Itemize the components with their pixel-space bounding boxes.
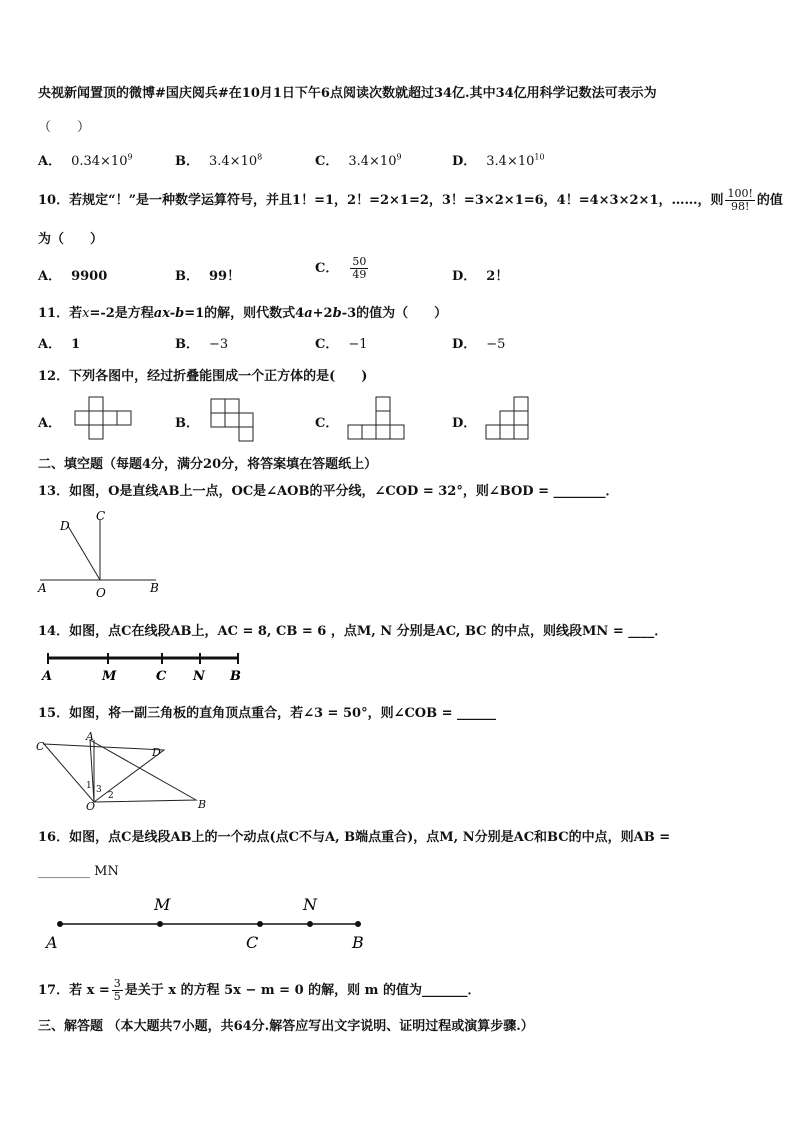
- q15-angle-1: 1: [86, 781, 92, 791]
- section-2-title: 二、填空题（每题4分，满分20分，将答案填在答题纸上）: [38, 457, 378, 472]
- q16-label-n: N: [303, 895, 317, 914]
- q10-option-a: A． 9900: [38, 269, 108, 284]
- q16-label-a: A: [46, 933, 58, 952]
- q16-figure: [40, 892, 380, 954]
- q15-label-d: D: [152, 746, 161, 759]
- q15-label-o: O: [86, 800, 96, 813]
- q15-label-c: C: [36, 740, 45, 753]
- cube-net-c: [347, 396, 409, 441]
- q14-stem: 14．如图，点C在线段AB上，AC = 8, CB = 6 ，点M, N 分别是AC, BC 的中点，则线段MN = ____．: [38, 624, 668, 639]
- q9-paren: （ ）: [38, 120, 91, 135]
- q11-option-c: C． −1: [315, 337, 368, 352]
- q15-label-b: B: [198, 798, 207, 811]
- q13-label-d: D: [60, 519, 70, 533]
- cube-net-a: [74, 396, 134, 441]
- q16-stem: 16．如图，点C是线段AB上的一个动点(点C不与A, B端点重合)，点M, N分别是AC和BC的中点，则AB =: [38, 830, 671, 845]
- q14-label-b: B: [230, 669, 241, 684]
- q13-stem: 13．如图，O是直线AB上一点，OC是∠AOB的平分线，∠COD = 32°，则∠BOD = ________．: [38, 484, 619, 499]
- q11-option-a: A． 1: [38, 337, 81, 352]
- q15-stem: 15．如图，将一副三角板的直角顶点重合，若∠3 = 50°，则∠COB = ______: [38, 706, 497, 721]
- q13-label-c: C: [96, 509, 106, 523]
- section-3-title: 三、解答题 （本大题共7小题，共64分.解答应写出文字说明、证明过程或演算步骤.）: [38, 1019, 534, 1034]
- q9-option-c: C． $3.4\times 10^9$: [315, 152, 402, 169]
- q10-fraction: $\frac{100!}{98!}$: [727, 187, 753, 213]
- q14-label-c: C: [156, 669, 167, 684]
- q15-figure: [34, 730, 214, 814]
- q14-figure: [40, 650, 250, 686]
- q15-angle-2: 2: [108, 791, 114, 801]
- q14-label-a: A: [42, 669, 53, 684]
- q10-option-b: B． 99！: [175, 269, 241, 284]
- q10-stem-end: 为（ ）: [38, 232, 104, 247]
- q10-option-d: D． 2！: [452, 269, 509, 284]
- q11-option-b: B． −3: [175, 337, 229, 352]
- q13-figure: [36, 508, 166, 600]
- q16-stem-end: ________ MN: [38, 864, 119, 879]
- q9-option-d: D． $3.4\times 10^{10}$: [452, 152, 545, 169]
- q11-stem: 11．若x=-2是方程ax-b=1的解，则代数式4a+2b-3的值为（ ）: [38, 306, 448, 321]
- q17-stem: 17．若 x = $\frac{3}{5}$ 是关于 x 的方程 5x − m = 0 的解，则 m 的值为_______．: [38, 977, 481, 1003]
- q9-option-a: A． $0.34\times 10^9$: [38, 152, 133, 169]
- q9-stem: 央视新闻置顶的微博#国庆阅兵#在10月1日下午6点阅读次数就超过34亿.其中34亿用科学记数法可表示为: [38, 86, 657, 101]
- q12-option-d: D．: [452, 416, 477, 431]
- q13-label-o: O: [96, 586, 106, 600]
- cube-net-d: [485, 396, 533, 441]
- q14-label-n: N: [193, 669, 205, 684]
- q12-stem: 12．下列各图中，经过折叠能围成一个正方体的是( ): [38, 369, 368, 384]
- q12-option-a: A．: [38, 416, 62, 431]
- q15-label-a: A: [86, 730, 94, 743]
- q10-option-c: C． $\frac{50}{49}$: [315, 255, 367, 281]
- q13-label-a: A: [38, 581, 47, 595]
- q16-label-b: B: [352, 933, 364, 952]
- q12-option-b: B．: [175, 416, 199, 431]
- cube-net-b: [210, 398, 260, 443]
- q10-stem: 10．若规定“！”是一种数学运算符号，并且1！=1，2！=2×1=2，3！=3×2×1=6，4！=4×3×2×1，……，则 $\frac{100!}{98!}$ 的值: [38, 187, 783, 213]
- q9-option-b: B． $3.4\times 10^8$: [175, 152, 263, 169]
- q11-option-d: D． −5: [452, 337, 506, 352]
- q16-label-c: C: [246, 933, 259, 952]
- q16-label-m: M: [154, 895, 171, 914]
- q15-angle-3: 3: [96, 785, 102, 795]
- q12-option-c: C．: [315, 416, 339, 431]
- q14-label-m: M: [102, 669, 117, 684]
- q13-label-b: B: [150, 581, 159, 595]
